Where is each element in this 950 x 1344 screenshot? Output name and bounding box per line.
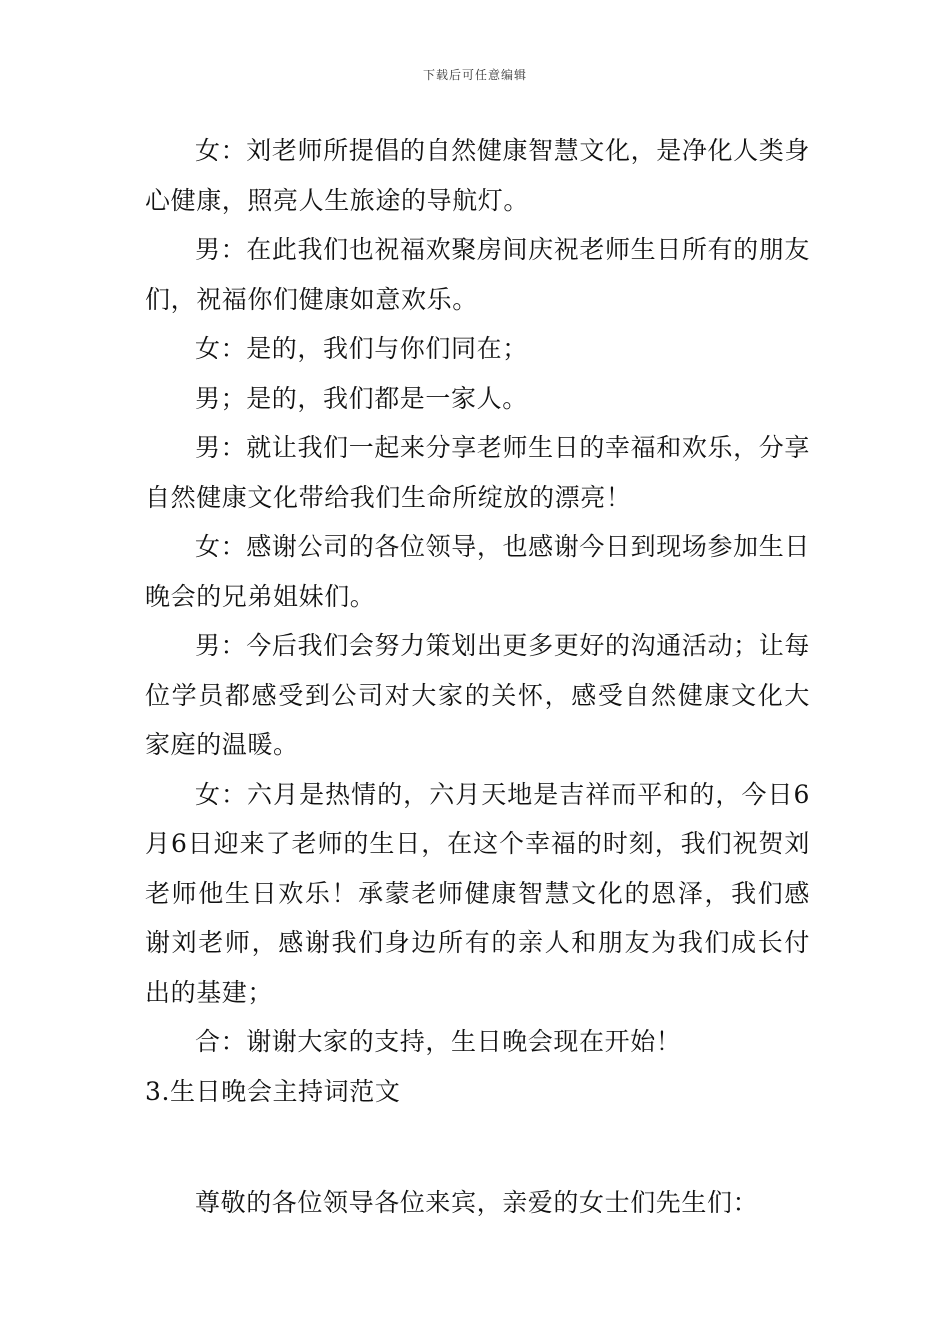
- page-header: 下载后可任意编辑: [422, 68, 527, 82]
- blank-line: [145, 1116, 810, 1166]
- paragraph: 男：今后我们会努力策划出更多更好的沟通活动；让每位学员都感受到公司对大家的关怀，感受自然健康文化大家庭的温暖。: [145, 631, 810, 759]
- paragraph: 男：就让我们一起来分享老师生日的幸福和欢乐，分享自然健康文化带给我们生命所绽放的漂亮！: [145, 433, 810, 512]
- paragraph: 男；是的，我们都是一家人。: [195, 383, 528, 413]
- paragraph: 合：谢谢大家的支持，生日晚会现在开始！: [195, 1027, 682, 1056]
- paragraph: 女：刘老师所提倡的自然健康智慧文化，是净化人类身心健康，照亮人生旅途的导航灯。: [145, 136, 810, 215]
- paragraph: 女：是的，我们与你们同在；: [195, 334, 528, 363]
- closing-paragraph: 尊敬的各位领导各位来宾，亲爱的女士们先生们：: [195, 1187, 759, 1217]
- document-body: [145, 126, 810, 1227]
- paragraph: 女：感谢公司的各位领导，也感谢今日到现场参加生日晚会的兄弟姐妹们。: [145, 532, 810, 611]
- paragraph: 女：六月是热情的，六月天地是吉祥而平和的，今日6月6日迎来了老师的生日，在这个幸福的时刻，我们祝贺刘老师他生日欢乐！承蒙老师健康智慧文化的恩泽，我们感谢刘老师，感谢我们身边所有的亲人和朋友为我们成长付出的基建；: [145, 779, 810, 1007]
- paragraph: 男：在此我们也祝福欢聚房间庆祝老师生日所有的朋友们，祝福你们健康如意欢乐。: [145, 235, 810, 314]
- section-heading: 3.生日晚会主持词范文: [145, 1076, 401, 1106]
